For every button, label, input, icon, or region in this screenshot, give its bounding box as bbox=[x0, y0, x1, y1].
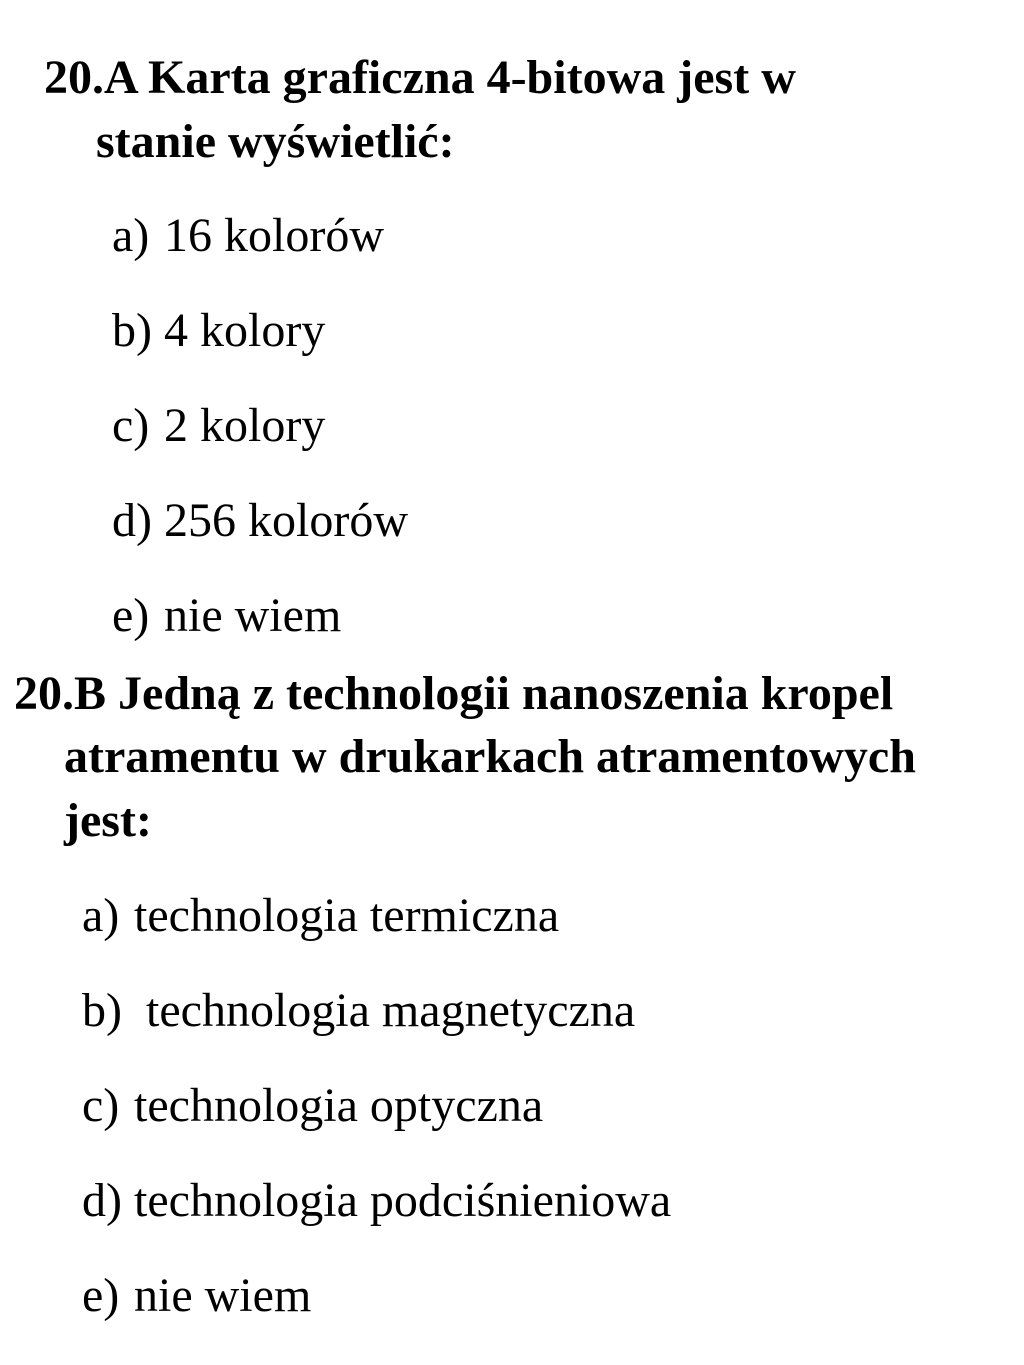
option-text: nie wiem bbox=[134, 1269, 312, 1322]
question-a-option-e[interactable] bbox=[112, 589, 342, 642]
question-b-option-e[interactable] bbox=[82, 1269, 312, 1322]
option-text: 16 kolorów bbox=[164, 209, 384, 262]
question-b-line-1: 20.B Jedną z technologii nanoszenia kropel bbox=[14, 667, 894, 720]
question-b-line-2: atramentu w drukarkach atramentowych bbox=[64, 730, 916, 783]
option-letter: b) bbox=[82, 984, 122, 1037]
option-text: 256 kolorów bbox=[164, 494, 408, 547]
option-letter: d) bbox=[82, 1174, 122, 1227]
question-b-option-c[interactable] bbox=[82, 1079, 544, 1132]
option-text: technologia magnetyczna bbox=[146, 984, 636, 1037]
question-a-line-2: stanie wyświetlić: bbox=[96, 115, 455, 168]
question-b-option-b[interactable] bbox=[82, 984, 636, 1037]
option-letter: a) bbox=[82, 889, 120, 942]
option-text: technologia podciśnieniowa bbox=[134, 1174, 672, 1227]
question-a-option-a[interactable] bbox=[112, 209, 384, 262]
question-a-option-b[interactable] bbox=[112, 304, 326, 357]
question-b-option-d[interactable] bbox=[82, 1174, 672, 1227]
question-b-line-3: jest: bbox=[64, 794, 152, 847]
option-letter: d) bbox=[112, 494, 152, 547]
question-b-option-a[interactable] bbox=[82, 889, 560, 942]
option-text: technologia optyczna bbox=[134, 1079, 544, 1132]
option-text: technologia termiczna bbox=[134, 889, 560, 942]
option-letter: c) bbox=[112, 399, 150, 452]
option-text: 2 kolory bbox=[164, 399, 326, 452]
question-a-option-d[interactable] bbox=[112, 494, 408, 547]
option-text: nie wiem bbox=[164, 589, 342, 642]
option-letter: c) bbox=[82, 1079, 120, 1132]
option-letter: a) bbox=[112, 209, 150, 262]
question-a-line-1: 20.A Karta graficzna 4-bitowa jest w bbox=[44, 51, 796, 104]
question-a-option-c[interactable] bbox=[112, 399, 326, 452]
option-text: 4 kolory bbox=[164, 304, 326, 357]
option-letter: e) bbox=[112, 589, 150, 642]
option-letter: b) bbox=[112, 304, 152, 357]
option-letter: e) bbox=[82, 1269, 120, 1322]
